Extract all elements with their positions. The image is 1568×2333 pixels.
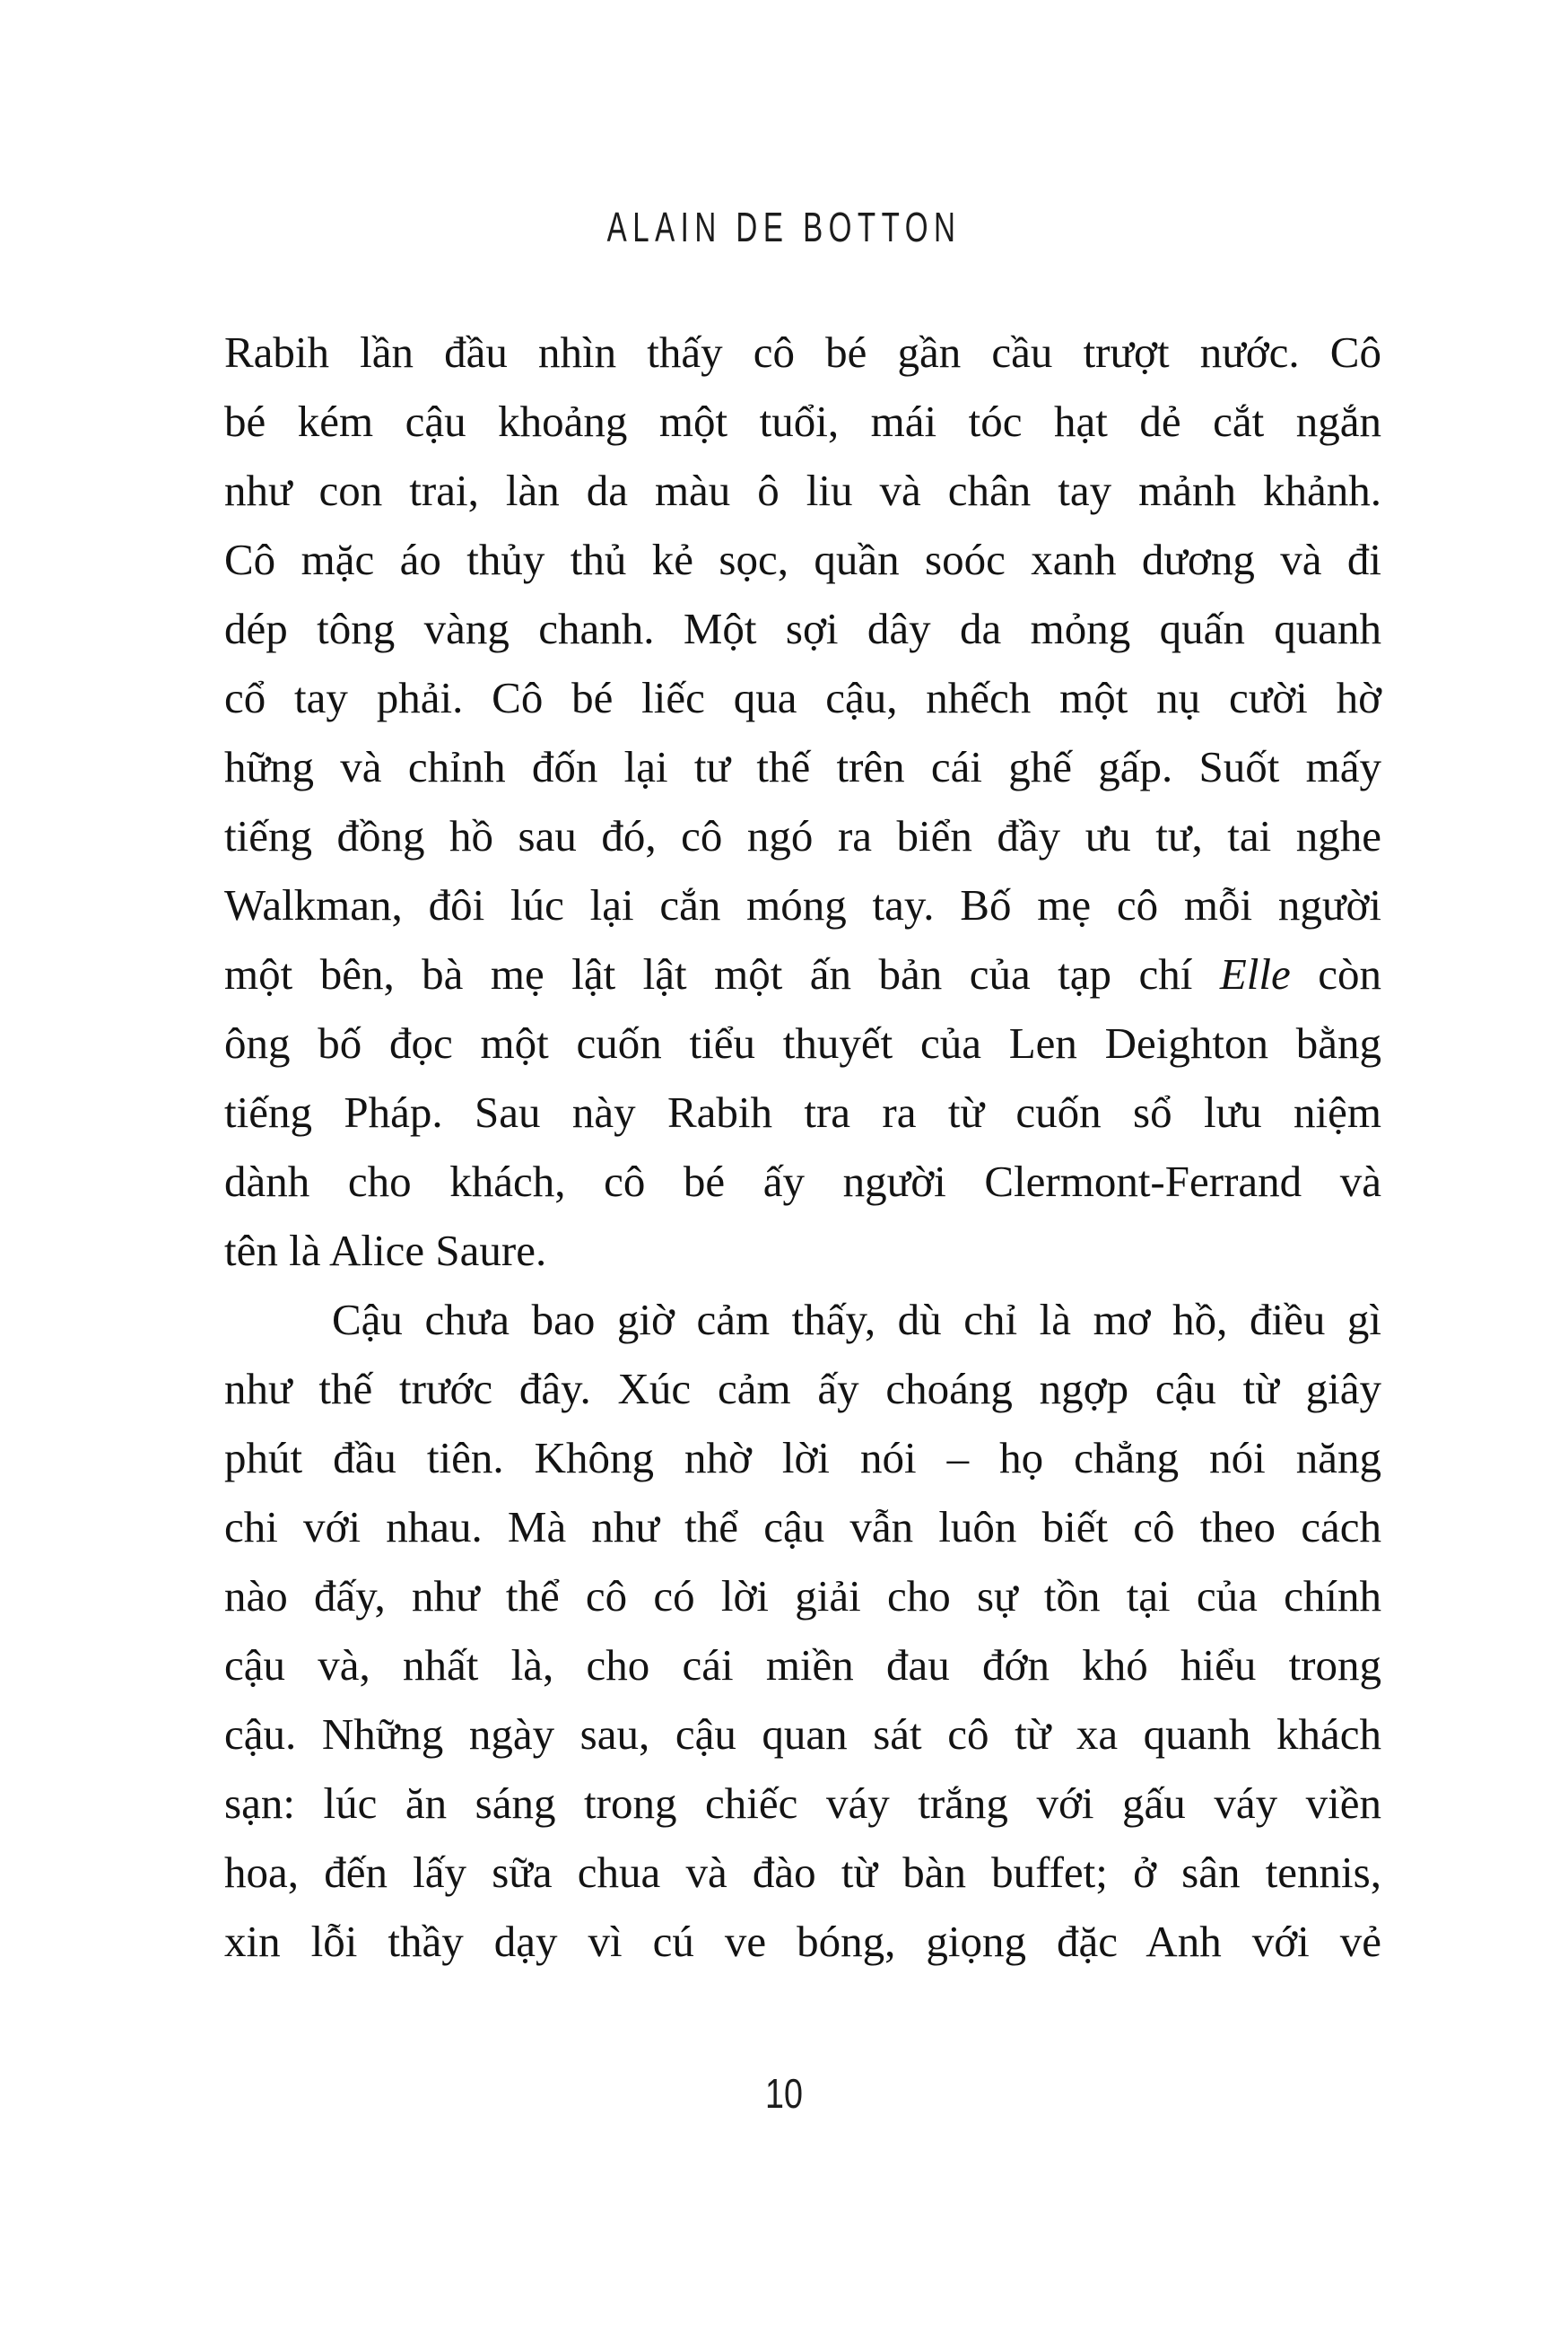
- text-line: chi với nhau. Mà như thể cậu vẫn luôn biết cô theo cách: [224, 1502, 1381, 1551]
- text-line: hững và chỉnh đốn lại tư thế trên cái ghế gấp. Suốt mấy: [224, 742, 1381, 791]
- running-header-author: ALAIN DE BOTTON: [606, 204, 962, 250]
- text-line: nào đấy, như thể cô có lời giải cho sự tồn tại của chính: [224, 1571, 1381, 1621]
- text-line: như thế trước đây. Xúc cảm ấy choáng ngợp cậu từ giây: [224, 1364, 1381, 1413]
- text-line: Cậu chưa bao giờ cảm thấy, dù chỉ là mơ hồ, điều gì: [332, 1295, 1381, 1344]
- text-line: bé kém cậu khoảng một tuổi, mái tóc hạt dẻ cắt ngắn: [224, 397, 1381, 446]
- text-line: ông bố đọc một cuốn tiểu thuyết của Len Deighton bằng: [224, 1018, 1381, 1068]
- text-line: một bên, bà mẹ lật lật một ấn bản của tạp chí Elle còn: [224, 949, 1381, 999]
- text-line: cậu. Những ngày sau, cậu quan sát cô từ xa quanh khách: [224, 1709, 1381, 1759]
- text-line: dép tông vàng chanh. Một sợi dây da mỏng quấn quanh: [224, 604, 1381, 653]
- text-line: sạn: lúc ăn sáng trong chiếc váy trắng với gấu váy viền: [224, 1778, 1381, 1828]
- text-line: tiếng Pháp. Sau này Rabih tra ra từ cuốn sổ lưu niệm: [224, 1088, 1381, 1137]
- text-line: tên là Alice Saure.: [224, 1226, 547, 1275]
- text-line: xin lỗi thầy dạy vì cú ve bóng, giọng đặc Anh với vẻ: [224, 1917, 1381, 1966]
- text-line: cổ tay phải. Cô bé liếc qua cậu, nhếch một nụ cười hờ: [224, 673, 1381, 722]
- text-line: phút đầu tiên. Không nhờ lời nói – họ chẳng nói năng: [224, 1433, 1381, 1482]
- text-line: như con trai, làn da màu ô liu và chân tay mảnh khảnh.: [224, 466, 1381, 515]
- page-number: 10: [765, 2070, 803, 2117]
- text-line: Rabih lần đầu nhìn thấy cô bé gần cầu trượt nước. Cô: [224, 328, 1381, 377]
- text-line: hoa, đến lấy sữa chua và đào từ bàn buffet; ở sân tennis,: [224, 1848, 1381, 1897]
- text-line: cậu và, nhất là, cho cái miền đau đớn khó hiểu trong: [224, 1640, 1381, 1690]
- text-line: dành cho khách, cô bé ấy người Clermont-Ferrand và: [224, 1157, 1381, 1206]
- body-text: [224, 318, 1381, 1976]
- text-line: Walkman, đôi lúc lại cắn móng tay. Bố mẹ cô mỗi người: [224, 880, 1381, 930]
- text-line: tiếng đồng hồ sau đó, cô ngó ra biển đầy ưu tư, tai nghe: [224, 811, 1381, 861]
- text-line: Cô mặc áo thủy thủ kẻ sọc, quần soóc xanh dương và đi: [224, 535, 1381, 584]
